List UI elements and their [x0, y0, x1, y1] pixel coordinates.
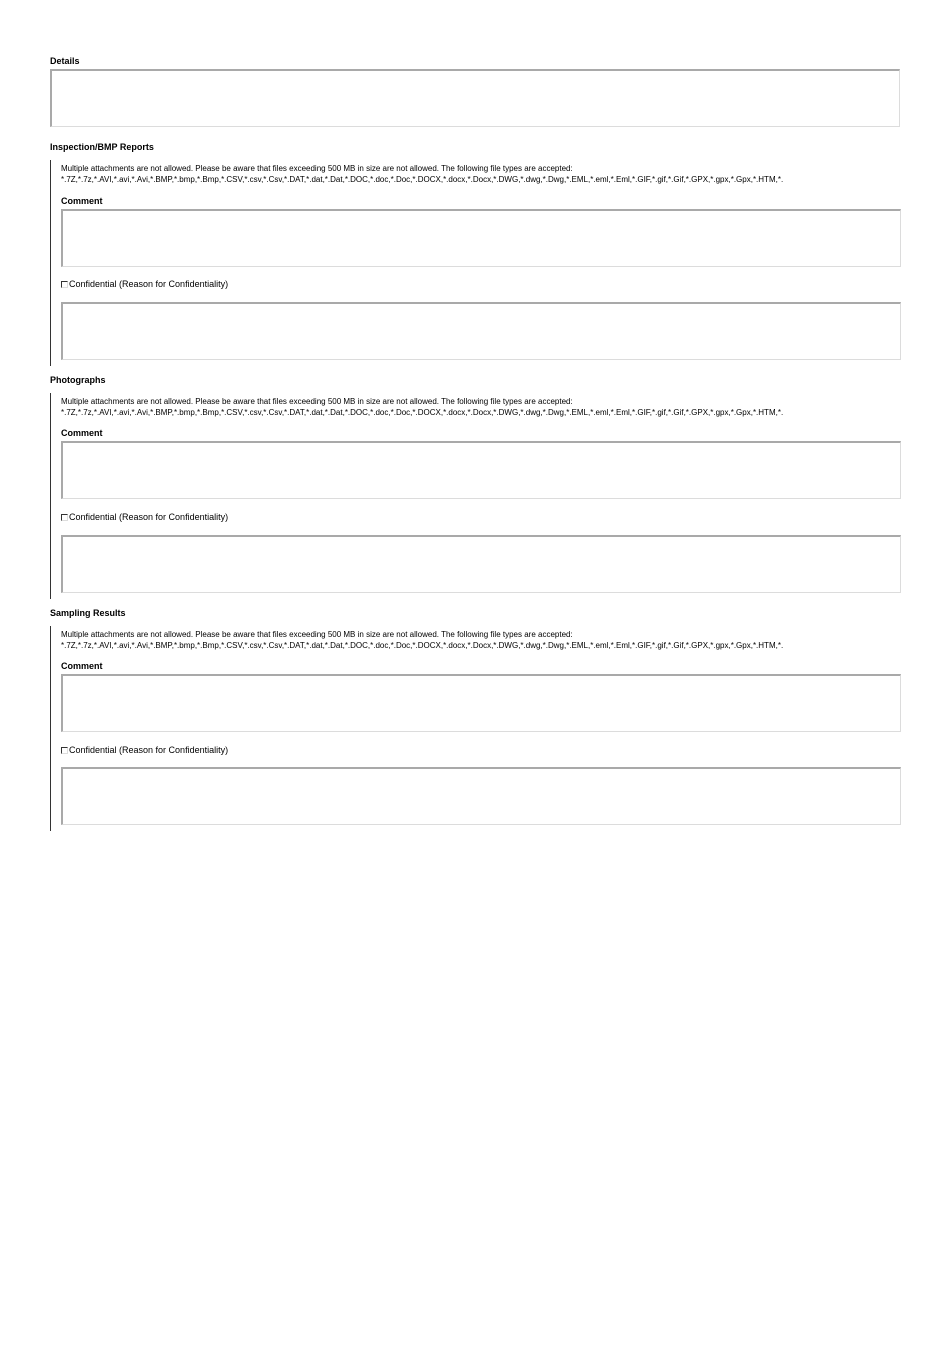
- accepted-file-types: *.7Z,*.7z,*.AVI,*.avi,*.Avi,*.BMP,*.bmp,*.Bmp,*.CSV,*.csv,*.Csv,*.DAT,*.dat,*.Dat,*.DOC,*.doc,*.Doc,*.DOCX,*.docx,*.Docx,*.DWG,*.dwg,*.Dwg,*.EML,*.eml,*.Eml,*.GIF,*.gif,*.Gif,*.GPX,*.gpx,*.Gpx,*.HTM,*.: [61, 408, 784, 417]
- confidential-label: Confidential (Reason for Confidentiality): [69, 745, 229, 755]
- details-textarea[interactable]: [50, 69, 900, 127]
- attachment-notice: Multiple attachments are not allowed. Please be aware that files exceeding 500 MB in size are not allowed. The following file types are accepted:: [61, 630, 573, 639]
- details-label: Details: [50, 56, 80, 66]
- attachment-notice: Multiple attachments are not allowed. Please be aware that files exceeding 500 MB in size are not allowed. The following file types are accepted:: [61, 397, 573, 406]
- confidential-option[interactable]: [61, 745, 228, 756]
- confidentiality-reason-textarea[interactable]: [61, 535, 901, 593]
- comment-label: Comment: [61, 196, 103, 206]
- comment-textarea[interactable]: [61, 674, 901, 732]
- section-title-sampling-results: Sampling Results: [50, 608, 126, 618]
- confidential-checkbox[interactable]: [61, 747, 68, 754]
- confidential-option[interactable]: [61, 279, 228, 290]
- confidentiality-reason-textarea[interactable]: [61, 767, 901, 825]
- confidential-label: Confidential (Reason for Confidentiality): [69, 279, 229, 289]
- comment-label: Comment: [61, 428, 103, 438]
- accepted-file-types: *.7Z,*.7z,*.AVI,*.avi,*.Avi,*.BMP,*.bmp,*.Bmp,*.CSV,*.csv,*.Csv,*.DAT,*.dat,*.Dat,*.DOC,*.doc,*.Doc,*.DOCX,*.docx,*.Docx,*.DWG,*.dwg,*.Dwg,*.EML,*.eml,*.Eml,*.GIF,*.gif,*.Gif,*.GPX,*.gpx,*.Gpx,*.HTM,*.: [61, 641, 784, 650]
- confidential-checkbox[interactable]: [61, 281, 68, 288]
- comment-label: Comment: [61, 661, 103, 671]
- comment-textarea[interactable]: [61, 209, 901, 267]
- attachment-section-sampling-results: [50, 626, 906, 831]
- attachment-section-photographs: [50, 393, 906, 599]
- attachment-notice: Multiple attachments are not allowed. Please be aware that files exceeding 500 MB in size are not allowed. The following file types are accepted:: [61, 164, 573, 173]
- section-title-photographs: Photographs: [50, 375, 106, 385]
- confidential-option[interactable]: [61, 512, 228, 523]
- attachment-section-inspection-bmp-reports: [50, 160, 906, 366]
- confidential-label: Confidential (Reason for Confidentiality): [69, 512, 229, 522]
- confidentiality-reason-textarea[interactable]: [61, 302, 901, 360]
- comment-textarea[interactable]: [61, 441, 901, 499]
- accepted-file-types: *.7Z,*.7z,*.AVI,*.avi,*.Avi,*.BMP,*.bmp,*.Bmp,*.CSV,*.csv,*.Csv,*.DAT,*.dat,*.Dat,*.DOC,*.doc,*.Doc,*.DOCX,*.docx,*.Docx,*.DWG,*.dwg,*.Dwg,*.EML,*.eml,*.Eml,*.GIF,*.gif,*.Gif,*.GPX,*.gpx,*.Gpx,*.HTM,*.: [61, 175, 784, 184]
- section-title-inspection-bmp-reports: Inspection/BMP Reports: [50, 142, 154, 152]
- confidential-checkbox[interactable]: [61, 514, 68, 521]
